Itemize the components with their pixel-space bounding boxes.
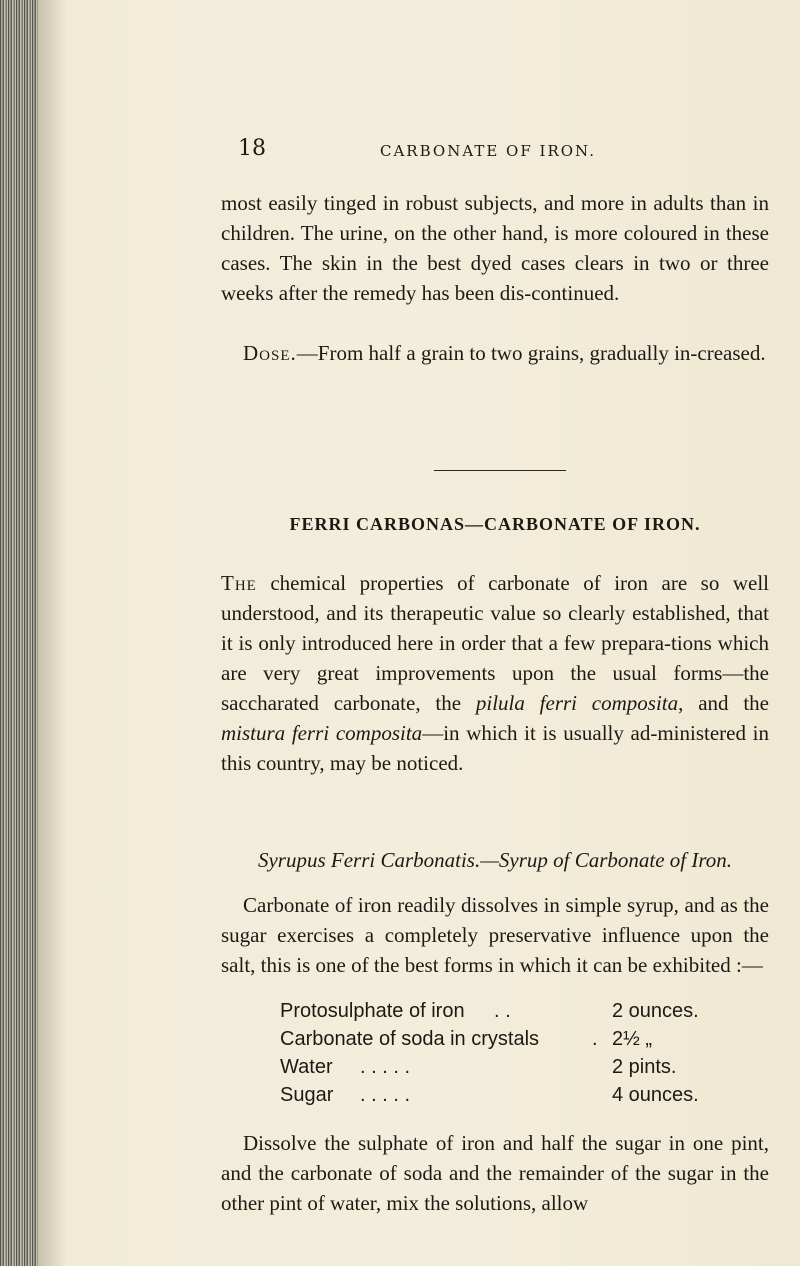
ingredient-quantity: 2½ „ xyxy=(612,1028,653,1050)
section-divider xyxy=(434,470,566,471)
dose-label: Dose. xyxy=(243,341,297,365)
ingredient-name: Protosulphate of iron xyxy=(280,1000,465,1022)
lead-word: The xyxy=(221,571,257,595)
recipe-row xyxy=(280,1056,740,1084)
ingredient-quantity: 2 ounces. xyxy=(612,1000,699,1022)
latin-term: mistura ferri composita xyxy=(221,721,423,745)
leader-dots: . xyxy=(592,1028,598,1050)
intro-paragraph xyxy=(221,568,769,778)
latin-term: pilula ferri composita xyxy=(475,691,679,715)
paragraph-text: Carbonate of iron readily dissolves in simple syrup, and as the sugar exercises a completely preservative influence upon the salt, this is one of the best forms in which it can be exhibited :— xyxy=(221,893,769,977)
paragraph-text: , and the xyxy=(678,691,769,715)
running-head: CARBONATE OF IRON. xyxy=(380,142,596,160)
section-heading: FERRI CARBONAS—CARBONATE OF IRON. xyxy=(289,514,701,534)
ingredient-name: Water xyxy=(280,1056,333,1078)
paragraph-continuation xyxy=(221,188,769,308)
recipe-table xyxy=(280,1000,740,1112)
paragraph-text: chemical properties of carbonate of iron are so well understood, and its therapeutic value so clearly established, that it is only introduced here in order that a few prepara-tions which are very great improvements upon the usual forms—the saccharated carbonate, the xyxy=(221,571,769,715)
page-number: 18 xyxy=(238,136,266,161)
leader-dots: . . xyxy=(494,1000,511,1022)
ingredient-name: Carbonate of soda in crystals xyxy=(280,1028,540,1050)
preparation-paragraph xyxy=(221,890,769,980)
leader-dots: . . . . . xyxy=(360,1084,411,1106)
preparation-title: Syrupus Ferri Carbonatis.—Syrup of Carbonate of Iron. xyxy=(257,848,733,872)
instructions-paragraph xyxy=(221,1128,769,1218)
leader-dots: . . . . . xyxy=(360,1056,411,1078)
book-spine xyxy=(0,0,38,1266)
paragraph-text: most easily tinged in robust subjects, and more in adults than in children. The urine, on the other hand, is more coloured in these cases. The skin in the best dyed cases clears in two or three weeks after the remedy has been dis-continued. xyxy=(221,191,769,305)
paragraph-text: —in which it is usually ad-ministered in this country, may be noticed. xyxy=(221,721,769,775)
page-header xyxy=(0,136,800,166)
dose-paragraph xyxy=(221,338,769,368)
ingredient-quantity: 2 pints. xyxy=(612,1056,677,1078)
recipe-row xyxy=(280,1000,740,1028)
recipe-row xyxy=(280,1028,740,1056)
gutter-shadow xyxy=(38,0,68,1266)
ingredient-name: Sugar xyxy=(280,1084,334,1106)
paragraph-text: Dissolve the sulphate of iron and half the sugar in one pint, and the carbonate of soda and the remainder of the sugar in the other pint of water, mix the solutions, allow xyxy=(221,1131,769,1215)
dose-text: —From half a grain to two grains, gradually in-creased. xyxy=(296,341,766,365)
ingredient-quantity: 4 ounces. xyxy=(612,1084,699,1106)
recipe-row xyxy=(280,1084,740,1112)
